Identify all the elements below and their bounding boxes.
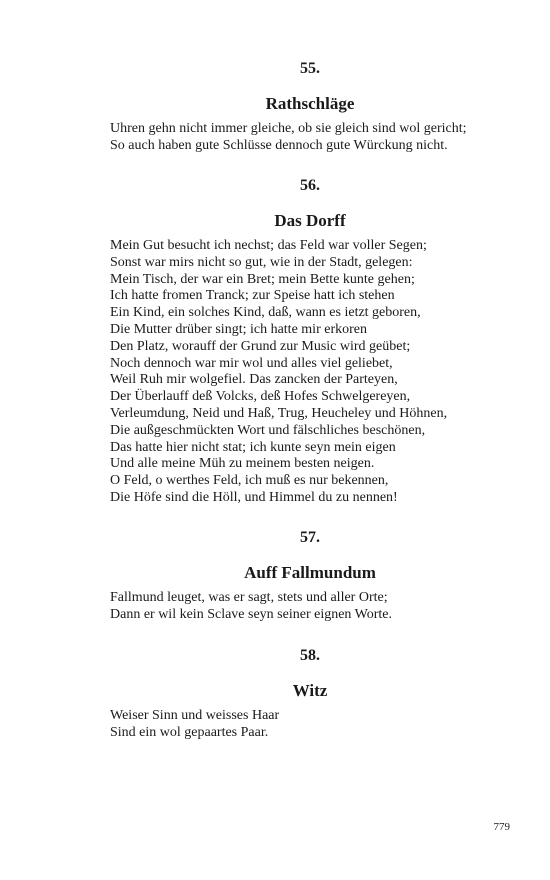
- poem-58: [110, 647, 510, 742]
- poem-55: [110, 60, 510, 155]
- verse-line: Die Mutter drüber singt; ich hatte mir erkoren: [110, 321, 367, 337]
- verse-line: Weiser Sinn und weisses Haar: [110, 708, 280, 723]
- verse-line: Dann er wil kein Sclave seyn seiner eignen Worte.: [110, 606, 393, 622]
- poem-number: 55.: [300, 60, 320, 77]
- poem-56: [110, 177, 510, 507]
- verse-line: Der Überlauff deß Volcks, deß Hofes Schwelgereyen,: [110, 389, 411, 405]
- poem-number: 58.: [300, 647, 320, 664]
- poem-lines: [110, 590, 510, 624]
- verse-line: Fallmund leuget, was er sagt, stets und aller Orte;: [110, 590, 388, 605]
- poem-57: [110, 529, 510, 624]
- verse-line: Die außgeschmückten Wort und fälschliches beschönen,: [110, 422, 426, 438]
- poem-title: Das Dorff: [274, 211, 346, 230]
- verse-line: Mein Tisch, der war ein Bret; mein Bette kunte gehen;: [110, 271, 415, 287]
- verse-line: Sonst war mirs nicht so gut, wie in der Stadt, gelegen:: [110, 254, 413, 270]
- poem-number: 56.: [300, 177, 320, 194]
- poem-title: Auff Fallmundum: [244, 563, 376, 582]
- verse-line: Sind ein wol gepaartes Paar.: [110, 724, 269, 740]
- verse-line: So auch haben gute Schlüsse dennoch gute Würckung nicht.: [110, 137, 448, 153]
- verse-line: Und alle meine Müh zu meinem besten neigen.: [110, 456, 375, 472]
- verse-line: Den Platz, worauff der Grund zur Music wird geübet;: [110, 338, 411, 354]
- poem-lines: [110, 708, 510, 742]
- verse-line: Die Höfe sind die Höll, und Himmel du zu nennen!: [110, 489, 398, 505]
- poem-title: Witz: [292, 681, 328, 700]
- verse-line: Ein Kind, ein solches Kind, daß, wann es ietzt geboren,: [110, 305, 421, 321]
- verse-line: Verleumdung, Neid und Haß, Trug, Heucheley und Höhnen,: [110, 405, 448, 421]
- poem-lines: [110, 121, 510, 155]
- verse-line: Mein Gut besucht ich nechst; das Feld war voller Segen;: [110, 238, 427, 253]
- verse-line: Noch dennoch war mir wol und alles viel geliebet,: [110, 355, 393, 371]
- poem-lines: [110, 238, 510, 507]
- poem-title: Rathschläge: [265, 94, 355, 113]
- verse-line: Das hatte hier nicht stat; ich kunte seyn mein eigen: [110, 439, 396, 455]
- verse-line: Uhren gehn nicht immer gleiche, ob sie gleich sind wol gericht;: [110, 121, 467, 136]
- page-number: 779: [493, 821, 510, 833]
- verse-line: Ich hatte fromen Tranck; zur Speise hatt ich stehen: [110, 288, 395, 304]
- verse-line: Weil Ruh mir wolgefiel. Das zancken der Parteyen,: [110, 372, 398, 388]
- poem-number: 57.: [300, 529, 320, 546]
- verse-line: O Feld, o werthes Feld, ich muß es nur bekennen,: [110, 473, 389, 489]
